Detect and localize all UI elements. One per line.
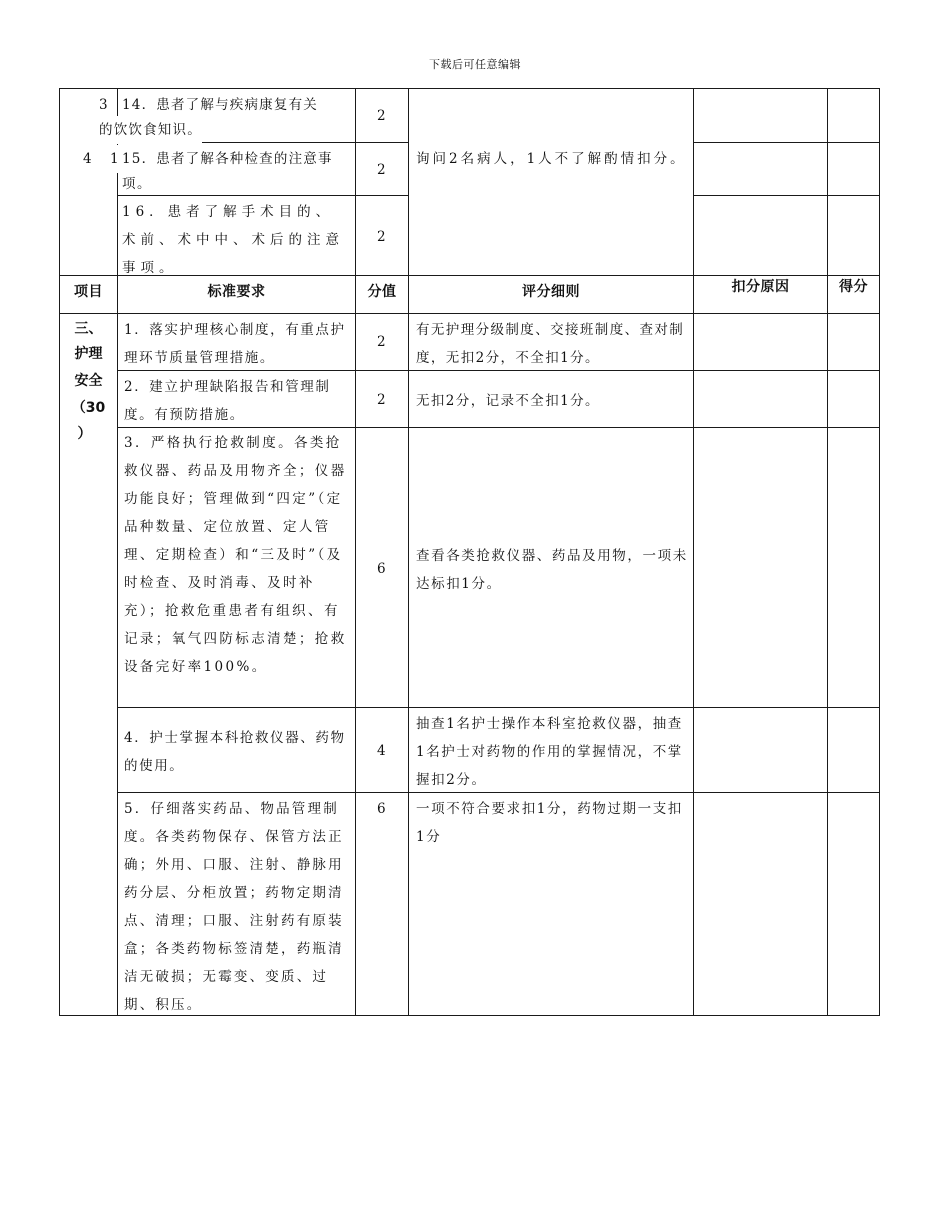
row-3-requirement: 3．严格执行抢救制度。各类抢救仪器、药品及用物齐全；仪器功能良好；管理做到“四定”（定品种数量、定位放置、定人管理、定期检查）和“三及时”（及时检查、及时消毒、及时补充）；抢救危重患者有组织、有记录；氧气四防标志清楚；抢救设备完好率100%。 — [124, 435, 347, 675]
row-1-requirement: 1．落实护理核心制度，有重点护理环节质量管理措施。 — [124, 322, 346, 366]
left-number: 4 — [83, 151, 94, 167]
row-divider — [117, 195, 355, 196]
header-bottom-border — [59, 313, 880, 314]
header-project: 项目 — [74, 284, 103, 300]
row-4-detail: 抽查1名护士操作本科室抢救仪器，抽查1名护士对药物的作用的掌握情况，不掌握扣2分。 — [416, 716, 683, 788]
score-16: 2 — [376, 229, 388, 245]
col-divider — [117, 88, 118, 1016]
col-divider — [693, 88, 694, 1016]
table-right-border — [879, 88, 880, 1016]
row-divider — [355, 142, 409, 143]
detail-14-16: 询问2名病人，1人不了解酌情扣分。 — [416, 151, 687, 167]
col-divider — [827, 88, 828, 1016]
section-label-line: 护理 — [74, 346, 103, 362]
section-label-line: 安全 — [74, 373, 103, 389]
row-divider — [693, 195, 880, 196]
left-number: 1 — [110, 145, 120, 173]
page-header: 下载后可任意编辑 — [429, 58, 521, 71]
table-top-border — [59, 88, 880, 89]
row-3-score: 6 — [376, 561, 388, 577]
row-4-score: 4 — [376, 743, 388, 759]
row-2-requirement: 2．建立护理缺陷报告和管理制度。有预防措施。 — [124, 379, 331, 423]
item-15-line2: 项。 — [122, 176, 152, 192]
row-divider — [117, 707, 880, 708]
item-14-line2: 的饮饮食知识。 — [99, 116, 202, 144]
score-14: 2 — [376, 108, 388, 124]
header-detail: 评分细则 — [522, 284, 580, 300]
item-16: 16．患者了解手术目的、术前、术中中、术后的注意事项。 — [122, 204, 344, 276]
row-divider — [355, 195, 409, 196]
row-5-requirement: 5．仔细落实药品、物品管理制度。各类药物保存、保管方法正确；外用、口服、注射、静脉用药分层、分柜放置；药物定期清点、清理；口服、注射药有原装盒；各类药物标签清楚，药瓶清洁无破损；无霉变、变质、过期、积压。 — [124, 801, 344, 1013]
row-5-score: 6 — [376, 801, 388, 817]
header-got: 得分 — [839, 279, 868, 295]
section-label-line: （30 — [71, 400, 106, 416]
score-15: 2 — [376, 162, 388, 178]
row-3-detail: 查看各类抢救仪器、药品及用物，一项未达标扣1分。 — [416, 548, 688, 592]
col-divider — [408, 88, 409, 1016]
row-1-detail: 有无护理分级制度、交接班制度、查对制度，无扣2分，不全扣1分。 — [416, 322, 685, 366]
row-4-requirement: 4．护士掌握本科抢救仪器、药物的使用。 — [124, 730, 346, 774]
table-left-border — [59, 88, 60, 1016]
row-1-score: 2 — [376, 334, 388, 350]
row-2-detail: 无扣2分，记录不全扣1分。 — [416, 393, 600, 409]
header-deduct-reason: 扣分原因 — [731, 279, 790, 295]
row-5-detail: 一项不符合要求扣1分，药物过期一支扣1分 — [416, 801, 683, 845]
item-14-line1: 14．患者了解与疾病康复有关 — [122, 97, 318, 113]
row-divider — [693, 142, 880, 143]
section-label-line: ） — [77, 426, 92, 442]
header-score: 分值 — [367, 284, 397, 300]
row-2-score: 2 — [376, 392, 388, 408]
section-label-line: 三、 — [74, 321, 103, 337]
header-standard: 标准要求 — [207, 284, 266, 300]
left-number: 3 — [99, 91, 111, 119]
item-15-line1: 15．患者了解各种检查的注意事 — [122, 151, 333, 167]
